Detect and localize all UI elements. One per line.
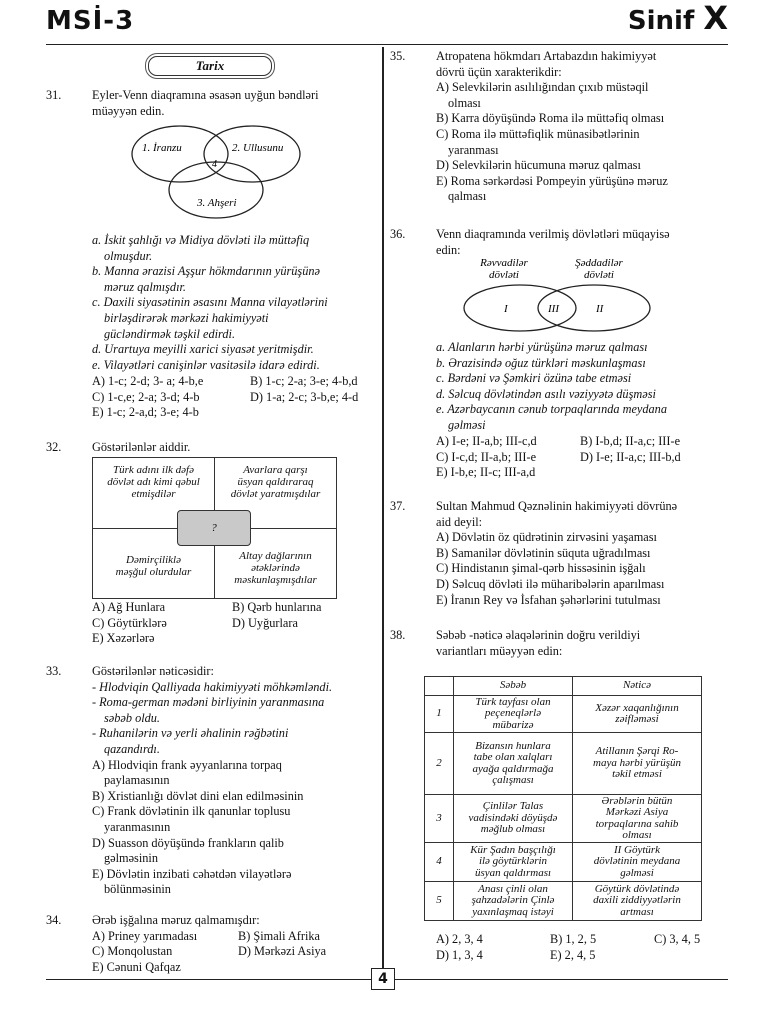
question-text: Göstərilənlər nəticəsidir: bbox=[92, 664, 214, 678]
q32-options bbox=[92, 600, 382, 647]
question-text: edin: bbox=[436, 242, 461, 257]
venn-title-right: dövləti bbox=[584, 269, 614, 281]
venn-title-right: Şəddadilər bbox=[575, 257, 623, 269]
option-c[interactable]: C) Hindistanın şimal-qərb hissəsinin işğalı bbox=[436, 561, 646, 576]
option-d[interactable]: D) Uyğurlara bbox=[232, 615, 298, 630]
cell-line: tabe olan xalqları bbox=[473, 751, 553, 763]
statement: d. Səlcuq dövlətindən asılı vəziyyətə düşməsi bbox=[436, 386, 656, 401]
cell-line: etmişdilər bbox=[131, 488, 176, 500]
option-a[interactable]: A) I-e; II-a,b; III-c,d bbox=[436, 434, 537, 448]
option-a[interactable]: A) Priney yarımadası bbox=[92, 928, 198, 943]
cell-line: torpaqlarına sahib bbox=[595, 817, 679, 830]
effect-cell bbox=[573, 843, 702, 882]
statement-cont: gəlməsi bbox=[448, 417, 486, 432]
cell-line: dövlət adı kimi qəbul bbox=[107, 476, 200, 488]
option-d[interactable]: D) Mərkəzi Asiya bbox=[238, 944, 327, 959]
row-number: 3 bbox=[425, 795, 454, 843]
cell-line: məşğul olurdular bbox=[115, 566, 192, 578]
question-number: 31. bbox=[46, 88, 62, 102]
option-c[interactable] bbox=[92, 804, 382, 835]
option-line: D) Selevkilərin hücumuna məruz qalması bbox=[436, 158, 641, 173]
cell-bottom-left bbox=[93, 554, 214, 578]
venn-title-left: Rəvvadilər bbox=[480, 257, 528, 269]
cell-line: Dəmirçiliklə bbox=[126, 554, 181, 566]
effect-cell bbox=[573, 696, 702, 733]
cell-line: ətəklərində bbox=[251, 562, 300, 574]
cell-line: II Göytürk bbox=[613, 843, 661, 856]
venn-label-2: 2. Ullusunu bbox=[232, 142, 284, 154]
cell-line: zəifləməsi bbox=[615, 713, 659, 725]
option-b[interactable] bbox=[92, 789, 382, 805]
cell-line: Altay dağlarının bbox=[239, 550, 312, 562]
effect-cell bbox=[573, 733, 702, 795]
row-number: 1 bbox=[425, 696, 454, 733]
cell-bottom-right bbox=[215, 550, 336, 586]
question-text: dövrü üçün xarakterikdir: bbox=[436, 64, 562, 79]
effect-cell bbox=[573, 795, 702, 843]
cell-line: Çinlilər Talas bbox=[482, 800, 544, 813]
option-a[interactable]: A) 1-c; 2-d; 3- a; 4-b,e bbox=[92, 374, 204, 388]
column-divider bbox=[382, 47, 384, 983]
item-line: qazandırdı. bbox=[104, 741, 160, 756]
venn-label-1: 1. İranzu bbox=[142, 142, 182, 154]
option-line: A) Hlodviqin frank əyyanlarına torpaq bbox=[92, 757, 282, 772]
row-number: 4 bbox=[425, 843, 454, 882]
cell-line: daxili ziddiyyətlərin bbox=[593, 894, 681, 907]
option-line: gəlməsinin bbox=[104, 851, 158, 866]
statement: d. Urartuya meyilli xarici siyasət yeritmişdir. bbox=[92, 342, 314, 357]
option-b[interactable]: B) Şimali Afrika bbox=[238, 928, 320, 943]
item-line: - Ruhanilərin və yerli əhalinin rəğbətini bbox=[92, 726, 289, 741]
statement: b. Manna ərazisi Aşşur hökmdarının yürüşünə bbox=[92, 264, 320, 279]
page-number: 4 bbox=[371, 968, 395, 990]
cell-line: Mərkəzi Asiya bbox=[605, 806, 669, 818]
cell-line: maya hərbi yürüşün bbox=[593, 756, 681, 769]
option-e[interactable]: E) Cənuni Qafqaz bbox=[92, 959, 181, 974]
option-d[interactable]: D) 1-a; 2-c; 3-b,e; 4-d bbox=[250, 389, 359, 404]
q36-options bbox=[436, 434, 728, 481]
item-line: - Roma-german mədəni birliyinin yaranmasına bbox=[92, 695, 325, 710]
venn-label-I: I bbox=[504, 303, 508, 315]
option-b[interactable]: B) Samanilər dövlətinin süquta uğradılması bbox=[436, 545, 651, 560]
cell-line: ilə göytürklərin bbox=[478, 855, 548, 868]
statement: e. Azərbaycanın cənub torpaqlarında meydana bbox=[436, 402, 667, 417]
cause-cell bbox=[454, 843, 573, 882]
cause-cell bbox=[454, 795, 573, 843]
option-a[interactable]: A) Dövlətin öz qüdrətinin zirvəsini yaşaması bbox=[436, 530, 657, 545]
option-line: A) Selevkilərin asılılığından çıxıb müstəqil bbox=[436, 80, 649, 95]
header-cause: Səbəb bbox=[454, 677, 573, 696]
cause-cell bbox=[454, 733, 573, 795]
question-text: Göstərilənlər aiddir. bbox=[92, 440, 191, 454]
cell-line: Avarlara qarşı bbox=[243, 464, 308, 476]
question-text: Sultan Mahmud Qəznəlinin hakimiyyəti dövrünə bbox=[436, 499, 678, 513]
option-line: B) Xristianlığı dövlət dini elan edilməsinin bbox=[92, 788, 304, 803]
statement: a. Alanların hərbi yürüşünə məruz qalması bbox=[436, 340, 648, 354]
option-line: yaranması bbox=[448, 142, 499, 157]
cell-line: dövlətinin meydana bbox=[593, 855, 681, 868]
cell-line: peçeneqlərlə bbox=[484, 707, 542, 720]
cell-line: vadisindəki döyüşdə bbox=[468, 811, 558, 824]
table-row bbox=[425, 843, 702, 882]
question-number: 32. bbox=[46, 440, 62, 454]
cell-line: Göytürk dövlətində bbox=[594, 882, 680, 895]
header-rule bbox=[46, 44, 728, 45]
cell-line: təkil etməsi bbox=[612, 768, 662, 781]
venn-circle-left bbox=[464, 285, 576, 331]
table-row bbox=[425, 882, 702, 921]
venn-label-II: II bbox=[596, 303, 604, 315]
option-b[interactable]: B) I-b,d; II-a,c; III-e bbox=[580, 434, 681, 448]
grid-center-box: ? bbox=[177, 510, 251, 546]
booklet-code: MSİ-3 bbox=[46, 6, 135, 36]
option-line: C) Frank dövlətinin ilk qanunlar toplusu bbox=[92, 804, 291, 819]
question-text: Ərəb işğalına məruz qalmamışdır: bbox=[92, 913, 260, 927]
q31-options bbox=[92, 374, 382, 421]
q32-info-grid bbox=[92, 457, 337, 599]
option-d[interactable]: D) 1, 3, 4 bbox=[436, 947, 483, 962]
statement: a. İskit şahlığı və Midiya dövləti ilə müttəfiq bbox=[92, 233, 310, 247]
cell-line: ayağa qaldırmağa bbox=[472, 762, 554, 775]
cell-line: mübarizə bbox=[492, 718, 534, 731]
option-b[interactable]: B) 1-c; 2-a; 3-e; 4-b,d bbox=[250, 374, 358, 388]
venn-label-center: 4 bbox=[212, 159, 217, 170]
cell-line: yaxınlaşmaq istəyi bbox=[472, 905, 554, 918]
row-number: 2 bbox=[425, 733, 454, 795]
option-b[interactable]: B) Qərb hunlarına bbox=[232, 600, 322, 614]
table-row bbox=[425, 696, 702, 733]
header-effect: Nəticə bbox=[573, 677, 702, 696]
question-text: müəyyən edin. bbox=[92, 103, 165, 118]
option-c[interactable]: C) Monqolustan bbox=[92, 944, 173, 959]
grade-mark: X bbox=[703, 0, 728, 37]
q38-options bbox=[436, 932, 728, 963]
venn-circle-1 bbox=[132, 126, 228, 182]
question-number: 37. bbox=[390, 499, 406, 513]
option-e[interactable] bbox=[92, 867, 382, 898]
option-b[interactable]: B) 1, 2, 5 bbox=[550, 932, 597, 946]
cell-line: üsyan qaldırması bbox=[474, 866, 552, 879]
table-row bbox=[425, 733, 702, 795]
q31-statements bbox=[92, 233, 382, 373]
option-a[interactable]: A) 2, 3, 4 bbox=[436, 932, 483, 946]
question-text: Atropatena hökmdarı Artabazdın hakimiyyət bbox=[436, 49, 657, 63]
question-text: Səbəb -nəticə əlaqələrinin doğru verildiyi bbox=[436, 628, 641, 642]
option-line: bölünməsinin bbox=[104, 882, 171, 897]
venn-diagram-31 bbox=[125, 118, 305, 228]
question-number: 33. bbox=[46, 664, 62, 678]
effect-cell bbox=[573, 882, 702, 921]
option-line: D) Suasson döyüşündə frankların qalib bbox=[92, 835, 284, 850]
statement-cont: gücləndirmək təşkil edirdi. bbox=[104, 326, 236, 341]
option-b[interactable] bbox=[436, 111, 728, 127]
option-e[interactable]: E) 2, 4, 5 bbox=[550, 947, 596, 962]
section-title: Tarix bbox=[148, 56, 272, 76]
cell-line: məğlub olması bbox=[480, 823, 546, 836]
venn-diagram-36 bbox=[456, 254, 656, 344]
venn-label-3: 3. Ahşeri bbox=[197, 197, 237, 209]
statement: c. Bərdəni və Şəmkiri özünə tabe etməsi bbox=[436, 371, 632, 386]
row-number: 5 bbox=[425, 882, 454, 921]
option-e[interactable]: E) Xəzərlərə bbox=[92, 631, 155, 646]
cell-line: Türk adını ilk dəfə bbox=[113, 464, 194, 476]
cell-top-left bbox=[93, 464, 214, 500]
option-line: E) Roma sərkərdəsi Pompeyin yürüşünə məruz bbox=[436, 173, 668, 188]
option-line: olması bbox=[448, 95, 481, 110]
venn-label-III: III bbox=[548, 303, 559, 315]
cell-line: çalışması bbox=[492, 774, 534, 786]
option-d[interactable] bbox=[92, 836, 382, 867]
q36-statements bbox=[436, 340, 728, 434]
cell-line: üsyan qaldıraraq bbox=[237, 476, 314, 488]
question-number: 36. bbox=[390, 227, 406, 241]
grade-label bbox=[627, 0, 728, 37]
cell-line: dövlət yaratmışdılar bbox=[230, 488, 321, 500]
question-text: Eyler-Venn diaqramına əsasən uyğun bəndləri bbox=[92, 88, 319, 102]
venn-title-left: dövləti bbox=[489, 269, 519, 281]
question-number: 35. bbox=[390, 49, 406, 63]
option-line: yaranmasının bbox=[104, 819, 171, 834]
cell-line: olması bbox=[622, 829, 652, 841]
option-line: qalması bbox=[448, 189, 487, 204]
option-line: C) Roma ilə müttəfiqlik münasibətlərinin bbox=[436, 126, 640, 141]
statement: b. Ərazisində oğuz türkləri məskunlaşması bbox=[436, 355, 646, 370]
option-e[interactable] bbox=[436, 174, 728, 205]
question-text: Venn diaqramında verilmiş dövlətləri müqayisə bbox=[436, 227, 670, 241]
option-c[interactable]: C) 1-c,e; 2-a; 3-d; 4-b bbox=[92, 389, 200, 404]
option-line: B) Karra döyüşündə Roma ilə müttəfiq olması bbox=[436, 111, 665, 126]
statement: e. Vilayətləri canişinlər vasitəsilə idarə edirdi. bbox=[92, 357, 320, 372]
option-e[interactable]: E) İranın Rey və İsfahan şəhərlərini tutulması bbox=[436, 592, 661, 607]
cell-top-right bbox=[215, 464, 336, 500]
venn-circle-3 bbox=[169, 162, 263, 218]
option-e[interactable]: E) 1-c; 2-a,d; 3-e; 4-b bbox=[92, 405, 199, 420]
cell-line: şahzadələrin Çinlə bbox=[471, 894, 555, 907]
question-number: 38. bbox=[390, 628, 406, 642]
item-line: - Hlodviqin Qalliyada hakimiyyəti möhkəmləndi. bbox=[92, 679, 333, 694]
statement-cont: birləşdirərək mərkəzi hakimiyyəti bbox=[104, 310, 269, 325]
statement-cont: olmuşdur. bbox=[104, 248, 153, 263]
option-c[interactable]: C) Göytürklərə bbox=[92, 615, 167, 630]
cause-effect-table bbox=[424, 676, 702, 921]
cause-cell bbox=[454, 882, 573, 921]
option-c[interactable] bbox=[436, 127, 728, 158]
table-row bbox=[425, 795, 702, 843]
option-d[interactable]: D) I-e; II-a,c; III-b,d bbox=[580, 449, 681, 464]
venn-circle-2 bbox=[204, 126, 300, 182]
header-cell bbox=[425, 677, 454, 696]
cell-line: Bizansın hunlara bbox=[475, 739, 551, 752]
cell-line: artması bbox=[620, 905, 654, 918]
question-text: aid deyil: bbox=[436, 514, 483, 529]
cell-line: Xəzər xaqanlığının bbox=[595, 701, 679, 714]
cell-line: Atillanın Şərqi Ro- bbox=[595, 745, 679, 758]
option-a[interactable]: A) Ağ Hunlara bbox=[92, 600, 166, 614]
cause-cell bbox=[454, 696, 573, 733]
statement: c. Daxili siyasətinin əsasını Manna vilayətlərini bbox=[92, 295, 328, 310]
option-a[interactable] bbox=[436, 80, 728, 111]
option-a[interactable] bbox=[92, 758, 382, 789]
cell-line: Türk tayfası olan bbox=[475, 695, 551, 708]
option-d[interactable] bbox=[436, 158, 728, 174]
option-e[interactable]: E) I-b,e; II-c; III-a,d bbox=[436, 465, 536, 480]
question-number: 34. bbox=[46, 913, 62, 927]
table-header bbox=[425, 677, 702, 696]
item-line: səbəb oldu. bbox=[104, 710, 161, 725]
grade-word: Sinif bbox=[627, 6, 695, 36]
cell-line: Kür Şadın başçılığı bbox=[470, 843, 556, 856]
cell-line: Anası çinli olan bbox=[478, 882, 548, 895]
option-d[interactable]: D) Səlcuq dövləti ilə müharibələrin aparılması bbox=[436, 576, 665, 591]
cell-line: məskunlaşmışdılar bbox=[234, 574, 317, 586]
option-line: paylamasının bbox=[104, 773, 170, 788]
cell-line: Ərəblərin bütün bbox=[601, 794, 673, 807]
statement-cont: məruz qalmışdır. bbox=[104, 279, 186, 294]
option-c[interactable]: C) I-c,d; II-a,b; III-e bbox=[436, 449, 537, 464]
option-c[interactable]: C) 3, 4, 5 bbox=[654, 932, 701, 946]
question-text: variantları müəyyən edin: bbox=[436, 643, 563, 658]
cell-line: gəlməsi bbox=[620, 866, 654, 879]
option-line: E) Dövlətin inzibati cəhətdən vilayətlərə bbox=[92, 866, 292, 881]
